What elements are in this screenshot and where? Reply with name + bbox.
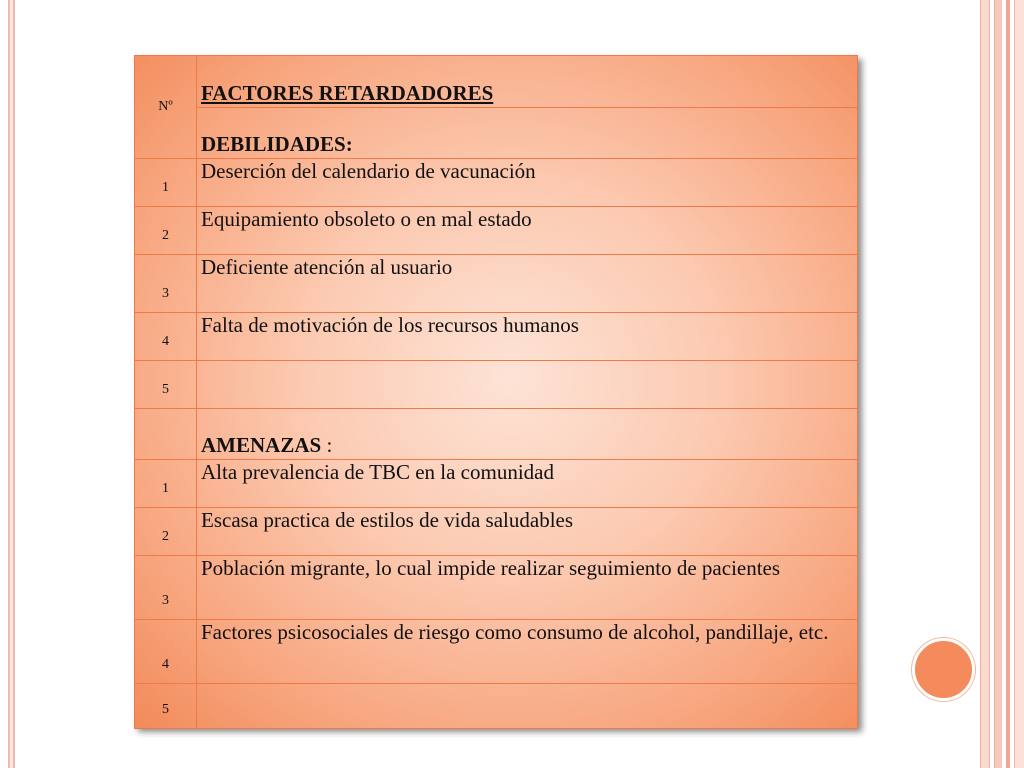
factors-table-container xyxy=(134,55,858,728)
stripe xyxy=(980,0,990,768)
row-text: Equipamiento obsoleto o en mal estado xyxy=(197,207,858,255)
row-number: 2 xyxy=(135,207,197,255)
table-title: FACTORES RETARDADORES xyxy=(197,56,858,108)
left-decorative-border xyxy=(8,0,15,768)
row-text: Factores psicosociales de riesgo como consumo de alcohol, pandillaje, etc. xyxy=(197,620,858,684)
section-debilidades-title: DEBILIDADES: xyxy=(197,108,858,159)
row-number: 4 xyxy=(135,620,197,684)
stripe xyxy=(1006,0,1010,768)
row-text: Deserción del calendario de vacunación xyxy=(197,159,858,207)
row-number: 1 xyxy=(135,159,197,207)
table-row xyxy=(135,409,858,460)
amenazas-suffix: : xyxy=(321,433,333,457)
row-text: Deficiente atención al usuario xyxy=(197,255,858,313)
table-row xyxy=(135,620,858,684)
row-text xyxy=(197,684,858,729)
table-row xyxy=(135,361,858,409)
row-number: 5 xyxy=(135,684,197,729)
row-text: Falta de motivación de los recursos humanos xyxy=(197,313,858,361)
stripe xyxy=(994,0,1002,768)
row-number: 2 xyxy=(135,508,197,556)
row-text: Población migrante, lo cual impide realizar seguimiento de pacientes xyxy=(197,556,858,620)
factors-table xyxy=(134,55,858,729)
row-number: 4 xyxy=(135,313,197,361)
row-number-empty xyxy=(135,409,197,460)
table-row xyxy=(135,313,858,361)
section-amenazas-title xyxy=(197,409,858,460)
row-number: 5 xyxy=(135,361,197,409)
table-row xyxy=(135,508,858,556)
table-row xyxy=(135,159,858,207)
amenazas-label: AMENAZAS xyxy=(201,433,322,457)
table-row xyxy=(135,108,858,159)
header-num-cell: Nº xyxy=(135,56,197,159)
stripe xyxy=(1014,0,1024,768)
table-row xyxy=(135,56,858,108)
row-text: Alta prevalencia de TBC en la comunidad xyxy=(197,460,858,508)
row-text: Escasa practica de estilos de vida saludables xyxy=(197,508,858,556)
decorative-circle xyxy=(912,638,975,701)
table-row xyxy=(135,255,858,313)
table-row xyxy=(135,556,858,620)
row-text xyxy=(197,361,858,409)
row-number: 1 xyxy=(135,460,197,508)
table-row xyxy=(135,207,858,255)
table-row xyxy=(135,460,858,508)
table-row xyxy=(135,684,858,729)
row-number: 3 xyxy=(135,255,197,313)
right-decorative-stripes xyxy=(980,0,1024,768)
row-number: 3 xyxy=(135,556,197,620)
